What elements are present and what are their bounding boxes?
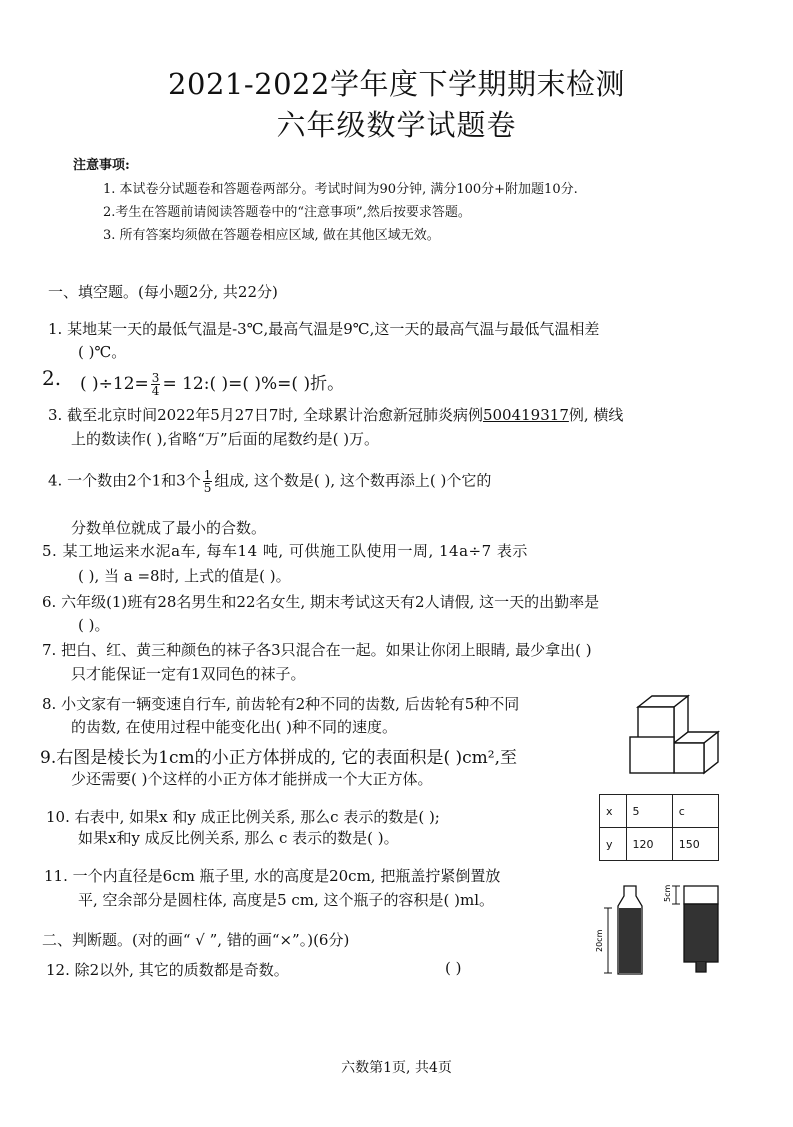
- table-row: [600, 828, 719, 861]
- table-cell: 120: [626, 828, 672, 861]
- table-cell: 150: [672, 828, 718, 861]
- q1-line2: ( )℃。: [78, 343, 127, 361]
- notes-item-1: 1. 本试卷分试题卷和答题卷两部分。考试时间为90分钟, 满分100分+附加题10分.: [103, 182, 578, 197]
- q11-line1: 11. 一个内直径是6cm 瓶子里, 水的高度是20cm, 把瓶盖拧紧倒置放: [44, 867, 501, 885]
- table-cell: x: [600, 795, 627, 828]
- bottle-top-label: 5cm: [663, 884, 672, 902]
- q3-line2: 上的数读作( ),省略“万”后面的尾数约是( )万。: [71, 430, 380, 448]
- q12-text: 12. 除2以外, 其它的质数都是奇数。: [46, 961, 289, 979]
- title-line2: 六年级数学试题卷: [276, 108, 517, 142]
- table-cell: 5: [626, 795, 672, 828]
- q10-table: [599, 794, 719, 861]
- q1-line1: 1. 某地某一天的最低气温是-3℃,最高气温是9℃,这一天的最高气温与最低气温相差: [48, 320, 600, 338]
- q10-line1: 10. 右表中, 如果x 和y 成正比例关系, 那么c 表示的数是( );: [46, 808, 440, 826]
- section1-heading: 一、填空题。(每小题2分, 共22分): [48, 283, 278, 301]
- page-footer: 六数第1页, 共4页: [341, 1060, 452, 1076]
- q3-underlined-number: 500419317: [482, 406, 569, 424]
- title-line1: 2021-2022学年度下学期期末检测: [168, 67, 625, 101]
- q7-line1: 7. 把白、红、黄三种颜色的袜子各3只混合在一起。如果让你闭上眼睛, 最少拿出( ): [42, 641, 592, 659]
- q2-part-a: ( )÷12=: [80, 374, 149, 394]
- q3-line1: [48, 404, 623, 425]
- q4-text-b: 组成, 这个数是( ), 这个数再添上( )个它的: [214, 471, 492, 490]
- q4-text-a: 4. 一个数由2个1和3个: [48, 471, 201, 490]
- q2-frac-denominator: 4: [151, 384, 160, 398]
- q7-line2: 只才能保证一定有1双同色的袜子。: [71, 665, 306, 683]
- q2-number: 2.: [42, 366, 62, 390]
- table-cell: c: [672, 795, 718, 828]
- notes-heading: 注意事项:: [73, 158, 130, 173]
- q9-line2: 少还需要( )个这样的小正方体才能拼成一个大正方体。: [71, 770, 433, 788]
- q3-text-b: 例, 横线: [568, 406, 624, 424]
- q8-line2: 的齿数, 在使用过程中能变化出( )种不同的速度。: [71, 718, 398, 736]
- q12-answer-bracket: ( ): [445, 959, 462, 977]
- q4-line2: 分数单位就成了最小的合数。: [71, 519, 267, 537]
- bottle-height-label: 20cm: [595, 929, 604, 952]
- notes-item-2: 2.考生在答题前请阅读答题卷中的“注意事项”,然后按要求答题。: [103, 205, 471, 220]
- q4-frac-numerator: 1: [203, 468, 212, 482]
- q6-line2: ( )。: [78, 616, 110, 634]
- q8-line1: 8. 小文家有一辆变速自行车, 前齿轮有2种不同的齿数, 后齿轮有5种不同: [42, 695, 520, 713]
- q5-line2: ( ), 当 a =8时, 上式的值是( )。: [78, 567, 291, 585]
- section2-heading: 二、判断题。(对的画“ √ ”, 错的画“×”。)(6分): [42, 931, 350, 949]
- cubes-figure: [626, 690, 724, 778]
- table-row: [600, 795, 719, 828]
- q6-line1: 6. 六年级(1)班有28名男生和22名女生, 期末考试这天有2人请假, 这一天的出勤率是: [42, 593, 600, 611]
- q2-row: [80, 369, 344, 397]
- q4-frac-denominator: 5: [203, 481, 212, 495]
- q4-fraction: [203, 469, 213, 494]
- q4-line1: [48, 469, 491, 494]
- q2-fraction: [151, 372, 161, 397]
- q2-part-b: = 12:( )=( )%=( )折。: [162, 374, 345, 394]
- q5-line1: 5. 某工地运来水泥a车, 每车14 吨, 可供施工队使用一周, 14a÷7 表示: [42, 542, 528, 560]
- q9-line1: 9.右图是棱长为1cm的小正方体拼成的, 它的表面积是( )cm²,至: [40, 748, 518, 768]
- q3-text-a: 3. 截至北京时间2022年5月27日7时, 全球累计治愈新冠肺炎病例: [48, 406, 483, 424]
- notes-item-3: 3. 所有答案均须做在答题卷相应区域, 做在其他区域无效。: [103, 228, 440, 243]
- q2-frac-numerator: 3: [151, 371, 160, 385]
- bottles-figure: [592, 880, 726, 980]
- q10-line2: 如果x和y 成反比例关系, 那么 c 表示的数是( )。: [78, 829, 399, 847]
- table-cell: y: [600, 828, 627, 861]
- q11-line2: 平, 空余部分是圆柱体, 高度是5 cm, 这个瓶子的容积是( )ml。: [78, 891, 495, 909]
